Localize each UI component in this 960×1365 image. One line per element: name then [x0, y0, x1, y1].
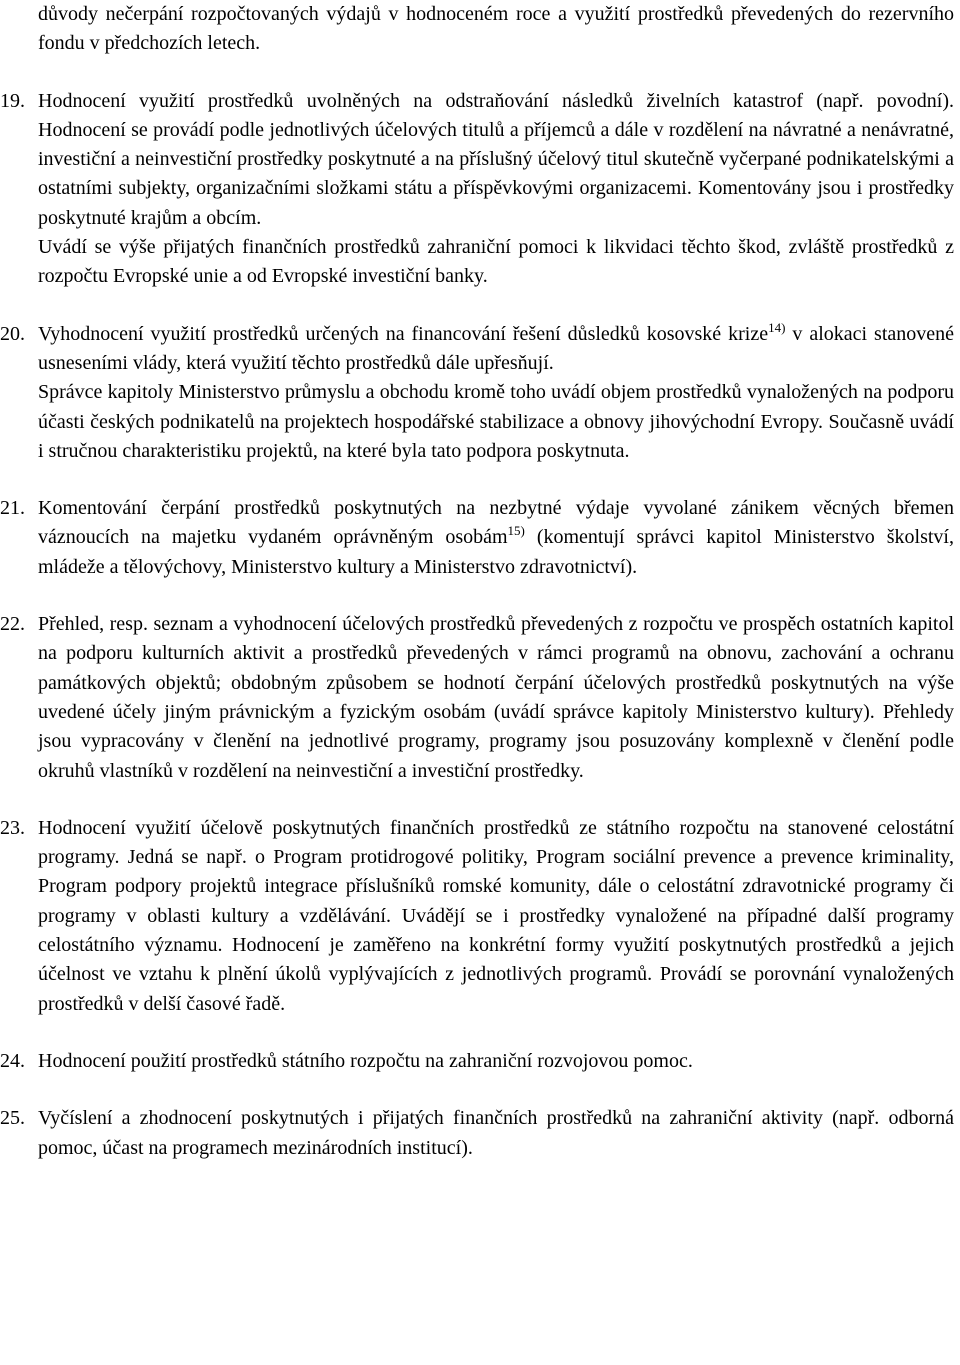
item-paragraph — [38, 494, 954, 582]
item-number: 22. — [0, 613, 25, 636]
footnote-reference: 15) — [507, 523, 525, 539]
intro-paragraph: důvody nečerpání rozpočtovaných výdajů v hodnoceném roce a využití prostředků převedených do rezervního fondu v předchozích letech. — [38, 3, 954, 55]
item-paragraph: Hodnocení využití účelově poskytnutých finančních prostředků ze státního rozpočtu na stanovené celostátní programy. Jedná se např. o Program protidrogové politiky, Program sociální prevence a prevence kriminality, Program podpory projektů integrace příslušníků romské komunity, dále o celostátní zdravotnické programy či programy v oblasti kultury a vzdělávání. Uvádějí se i prostředky vynaložené na případné další programy celostátního významu. Hodnocení je zaměřeno na konkrétní formy využití poskytnutých prostředků a jejich účelnost ve vztahu k plnění úkolů vyplývajících z jednotlivých programů. Provádí se porovnání vynaložených prostředků v delší časové řadě. — [38, 816, 954, 1015]
list-item-23 — [0, 814, 954, 1019]
item-number: 23. — [0, 816, 25, 839]
list-item-22 — [0, 610, 954, 786]
item-text: Vyhodnocení využití prostředků určených na financování řešení důsledků kosovské krize — [38, 322, 769, 345]
item-paragraph: Uvádí se výše přijatých finančních prostředků zahraniční pomoci k likvidaci těchto škod, zvláště prostředků z rozpočtu Evropské unie a od Evropské investiční banky. — [38, 236, 954, 288]
item-text: (komentují správci kapitol Ministerstvo školství, mládeže a tělovýchovy, Ministerstvo kultury a Ministerstvo zdravotnictví). — [38, 526, 954, 578]
item-paragraph: Hodnocení použití prostředků státního rozpočtu na zahraniční rozvojovou pomoc. — [38, 1049, 693, 1072]
item-text: v alokaci stanovené usneseními vlády, která využití těchto prostředků dále upřesňují. — [38, 322, 955, 374]
list-item-25 — [0, 1104, 954, 1163]
item-number: 24. — [0, 1049, 25, 1072]
list-item-21 — [0, 494, 954, 582]
item-paragraph: Přehled, resp. seznam a vyhodnocení účelových prostředků převedených z rozpočtu ve prospěch ostatních kapitol na podporu kulturních aktivit a prostředků převedených v rámci programů na obnovu, zachování a ochranu památkových objektů; obdobným způsobem se hodnotí čerpání účelových prostředků poskytnutých na výše uvedené účely jiným právnickým a fyzickým osobám (uvádí správce kapitoly Ministerstvo kultury). Přehledy jsou vypracovány v členění na jednotlivé programy, programy jsou posuzovány komplexně v členění podle okruhů vlastníků v rozdělení na neinvestiční a investiční prostředky. — [38, 613, 954, 782]
item-number: 19. — [0, 89, 25, 112]
footnote-reference: 14) — [768, 319, 786, 335]
item-paragraph: Správce kapitoly Ministerstvo průmyslu a obchodu kromě toho uvádí objem prostředků vynaložených na podporu účasti českých podnikatelů na projektech hospodářské stabilizace a obnovy jihovýchodní Evropy. Současně uvádí i stručnou charakteristiku projektů, na které byla tato podpora poskytnuta. — [38, 381, 954, 462]
list-item-24 — [0, 1047, 954, 1076]
list-item-19 — [0, 87, 954, 292]
item-number: 25. — [0, 1107, 25, 1130]
item-paragraph — [38, 320, 954, 379]
item-number: 21. — [0, 497, 25, 520]
intro-continuation — [0, 0, 954, 59]
item-paragraph: Vyčíslení a zhodnocení poskytnutých i přijatých finančních prostředků na zahraniční aktivity (např. odborná pomoc, účast na programech mezinárodních institucí). — [38, 1107, 954, 1159]
list-item-20 — [0, 320, 954, 466]
item-number: 20. — [0, 322, 25, 345]
item-paragraph: Hodnocení využití prostředků uvolněných na odstraňování následků živelních katastrof (např. povodní). Hodnocení se provádí podle jednotlivých účelových titulů a příjemců a dále v rozdělení na návratné a nenávratné, investiční a neinvestiční prostředky poskytnuté a na příslušný účelový titul skutečně vyčerpané podnikatelskými a ostatními subjekty, organizačními složkami státu a příspěvkovými organizacemi. Komentovány jsou i prostředky poskytnuté krajům a obcím. — [38, 89, 954, 229]
item-text: Komentování čerpání prostředků poskytnutých na nezbytné výdaje vyvolané zánikem věcných břemen váznoucích na majetku vydaném oprávněným osobám — [38, 497, 954, 549]
